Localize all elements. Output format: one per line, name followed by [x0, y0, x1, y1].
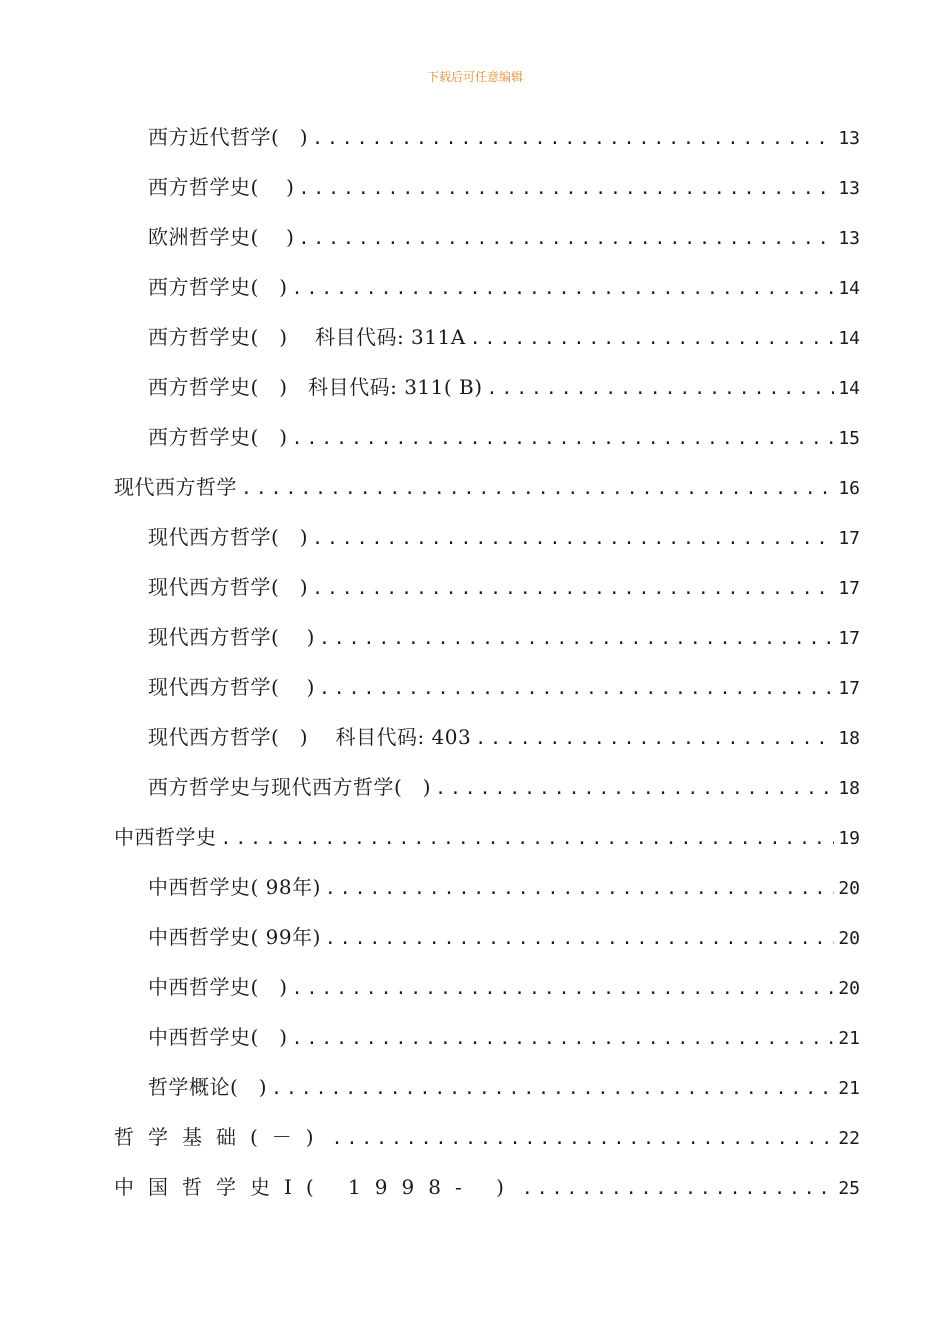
header-note: 下载后可任意编辑	[426, 70, 523, 84]
toc-page-number: 14	[838, 378, 860, 399]
toc-entry[interactable]	[114, 712, 860, 762]
toc-entry-title: 哲学概论( )	[148, 1075, 268, 1099]
toc-entry-title: 西方哲学史与现代西方哲学( )	[148, 775, 432, 799]
toc-entry[interactable]	[114, 562, 860, 612]
dot-leader	[325, 864, 834, 914]
toc-entry-title: 西方哲学史( )	[148, 275, 288, 299]
dot-leader	[487, 364, 835, 414]
toc-entry-title: 中西哲学史( 98年)	[148, 875, 321, 899]
dot-leader	[271, 1064, 834, 1114]
toc-entry[interactable]	[114, 262, 860, 312]
toc-entry[interactable]	[114, 112, 860, 162]
dot-leader	[312, 564, 834, 614]
toc-entry[interactable]	[114, 162, 860, 212]
toc-entry-title: 西方近代哲学( )	[148, 125, 309, 149]
toc-page-number: 18	[838, 778, 860, 799]
dot-leader	[292, 264, 835, 314]
toc-page-number: 15	[838, 428, 860, 449]
toc-entry[interactable]	[114, 362, 860, 412]
dot-leader	[292, 1014, 835, 1064]
toc-entry[interactable]	[114, 762, 860, 812]
toc-entry-title: 西方哲学史( )	[148, 425, 288, 449]
table-of-contents	[114, 112, 860, 1212]
toc-entry[interactable]	[114, 962, 860, 1012]
toc-page-number: 17	[838, 528, 860, 549]
dot-leader	[241, 464, 834, 514]
toc-page-number: 20	[838, 978, 860, 999]
toc-entry[interactable]	[114, 812, 860, 862]
dot-leader	[435, 764, 834, 814]
toc-entry-title: 现代西方哲学( )	[148, 625, 315, 649]
dot-leader	[325, 914, 834, 964]
toc-page-number: 21	[838, 1028, 860, 1049]
toc-page-number: 14	[838, 328, 860, 349]
toc-page-number: 17	[838, 578, 860, 599]
toc-entry-title: 中西哲学史( )	[148, 1025, 288, 1049]
toc-page-number: 13	[838, 128, 860, 149]
dot-leader	[522, 1164, 834, 1214]
dot-leader	[221, 814, 835, 864]
toc-entry[interactable]	[114, 1012, 860, 1062]
toc-page-number: 19	[838, 828, 860, 849]
toc-entry[interactable]	[114, 412, 860, 462]
toc-page-number: 18	[838, 728, 860, 749]
toc-entry-title: 现代西方哲学	[114, 475, 237, 499]
toc-entry-title: 现代西方哲学( ) 科目代码: 403	[148, 725, 472, 749]
toc-entry[interactable]	[114, 912, 860, 962]
toc-entry[interactable]	[114, 1112, 860, 1162]
toc-entry[interactable]	[114, 512, 860, 562]
dot-leader	[312, 514, 834, 564]
toc-entry-title: 中西哲学史( )	[148, 975, 288, 999]
toc-entry[interactable]	[114, 212, 860, 262]
toc-entry[interactable]	[114, 312, 860, 362]
dot-leader	[292, 964, 835, 1014]
dot-leader	[298, 164, 834, 214]
dot-leader	[298, 214, 834, 264]
toc-entry-title: 西方哲学史( ) 科目代码: 311A	[148, 325, 466, 349]
toc-page-number: 16	[838, 478, 860, 499]
dot-leader	[319, 664, 834, 714]
toc-entry-title: 现代西方哲学( )	[148, 575, 309, 599]
toc-entry[interactable]	[114, 862, 860, 912]
toc-page-number: 22	[838, 1128, 860, 1149]
dot-leader	[319, 614, 834, 664]
toc-page-number: 13	[838, 228, 860, 249]
dot-leader	[332, 1114, 835, 1164]
toc-page-number: 25	[838, 1178, 860, 1199]
toc-entry-title: 哲学基础(－)	[114, 1125, 328, 1149]
toc-entry-title: 西方哲学史( ) 科目代码: 311( B)	[148, 375, 483, 399]
toc-page-number: 14	[838, 278, 860, 299]
toc-page-number: 17	[838, 628, 860, 649]
toc-entry-title: 中国哲学史Ⅰ( 1998- )	[114, 1175, 518, 1199]
toc-entry[interactable]	[114, 612, 860, 662]
toc-entry-title: 现代西方哲学( )	[148, 675, 315, 699]
toc-page-number: 20	[838, 878, 860, 899]
toc-entry[interactable]	[114, 462, 860, 512]
toc-entry-title: 中西哲学史( 99年)	[148, 925, 321, 949]
toc-page-number: 13	[838, 178, 860, 199]
toc-entry-title: 西方哲学史( )	[148, 175, 295, 199]
toc-entry-title: 欧洲哲学史( )	[148, 225, 295, 249]
toc-entry[interactable]	[114, 1062, 860, 1112]
toc-page-number: 21	[838, 1078, 860, 1099]
dot-leader	[292, 414, 835, 464]
toc-entry[interactable]	[114, 1162, 860, 1212]
dot-leader	[312, 114, 834, 164]
toc-page-number: 17	[838, 678, 860, 699]
toc-page-number: 20	[838, 928, 860, 949]
toc-entry-title: 现代西方哲学( )	[148, 525, 309, 549]
toc-entry[interactable]	[114, 662, 860, 712]
toc-entry-title: 中西哲学史	[114, 825, 217, 849]
dot-leader	[470, 314, 835, 364]
dot-leader	[475, 714, 834, 764]
